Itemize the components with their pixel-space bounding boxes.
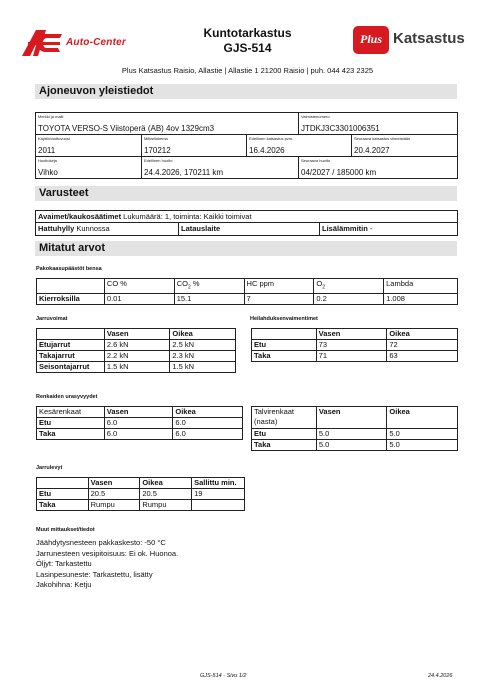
row-label: Taka: [252, 440, 317, 451]
table-row: [37, 351, 236, 362]
table-cell: 15.1: [174, 293, 244, 304]
table-cell: 5.0: [316, 440, 387, 451]
header-cell: Lambda: [384, 279, 458, 294]
keys-row: [36, 211, 457, 223]
station-address: Plus Katsastus Raisio, Allastie | Allastie 1 21200 Raisio | puh. 044 423 2325: [121, 66, 374, 75]
brakes-table: [36, 328, 236, 373]
field-value: Vihko: [38, 168, 58, 177]
field-label: Edellinen huolto: [144, 158, 173, 163]
auto-center-emblem-icon: [22, 28, 64, 56]
field-value: 04/2027 / 185000 km: [301, 168, 377, 177]
list-item: Lasinpesuneste: Tarkastettu, lisätty: [36, 569, 153, 579]
header-cell: Vasen: [104, 329, 170, 340]
header-cell: Vasen: [88, 478, 140, 489]
list-item: Öljyt: Tarkastettu: [36, 559, 92, 569]
field-label: Käyttöönottovuosi: [38, 136, 70, 141]
next-service-cell: [299, 157, 457, 178]
table-cell: 6.0: [173, 418, 243, 429]
section-measured-title: Mitatut arvot: [35, 241, 457, 256]
table-cell: 6.0: [104, 429, 173, 440]
odometer-cell: [142, 135, 247, 157]
table-cell: 2.3 kN: [170, 351, 236, 362]
section-general-title: Ajoneuvon yleistiedot: [35, 84, 457, 99]
table-cell: 63: [387, 351, 458, 362]
brakes-title: Jarruvoimat: [36, 316, 68, 322]
plus-katsastus-logo: [353, 26, 473, 54]
table-cell: 2.6 kN: [104, 340, 170, 351]
field-label: Edellinen katsastus pvm.: [249, 136, 294, 141]
header-cell: [37, 329, 105, 340]
vehicle-info-grid: [35, 112, 458, 179]
table-cell: 73: [316, 340, 387, 351]
vin-cell: [299, 113, 457, 135]
header-cell: Talvirenkaat (nasta): [252, 407, 317, 429]
heater-value: -: [367, 224, 373, 233]
other-measurements-list: [36, 538, 178, 591]
other-title: Muut mittaukset/tiedot: [36, 527, 95, 533]
table-row: [252, 340, 458, 351]
heater-label: Lisälämmitin: [322, 224, 368, 233]
field-label: Merkki ja malli: [38, 114, 64, 119]
page-indicator: GJS-514 · Sivu 1/2: [200, 673, 247, 679]
header-cell: Oikea: [170, 329, 236, 340]
field-value: 16.4.2026: [249, 146, 285, 155]
field-value: JTDKJ3C3301006351: [301, 124, 380, 133]
keys-label: Avaimet/kaukosäätimet: [38, 212, 122, 221]
field-value: 24.4.2026, 170211 km: [144, 168, 224, 177]
header-cell: [37, 478, 89, 489]
table-cell: [192, 500, 245, 511]
header-cell: Oikea: [173, 407, 243, 418]
table-cell: 71: [316, 351, 387, 362]
header-cell: HC ppm: [244, 279, 314, 294]
emissions-table: [36, 278, 458, 305]
table-cell: 20.5: [140, 489, 192, 500]
table-cell: 19: [192, 489, 245, 500]
discs-table: [36, 477, 245, 511]
header-cell: Vasen: [316, 407, 387, 429]
table-cell: 5.0: [387, 440, 458, 451]
table-row: [252, 351, 458, 362]
table-row: [37, 293, 458, 304]
header-cell: [252, 329, 317, 340]
equipment-grid: [35, 210, 458, 236]
table-cell: Rumpu: [88, 500, 140, 511]
row-label: Seisontajarrut: [37, 362, 105, 373]
field-value: 170212: [144, 146, 171, 155]
table-header-row: [252, 329, 458, 340]
service-book-cell: [36, 157, 142, 178]
table-row: [37, 418, 243, 429]
field-value: TOYOTA VERSO-S Viistoperä (AB) 4ov 1329cm3: [38, 124, 215, 133]
summer-tires-table: [36, 406, 243, 440]
last-inspection-cell: [247, 135, 352, 157]
heater-cell: [320, 223, 457, 235]
header-cell-co2: $CO_2$ %: [174, 279, 244, 294]
section-equipment-title: Varusteet: [35, 186, 457, 201]
table-cell: 1.5 kN: [170, 362, 236, 373]
row-label: Taka: [252, 351, 317, 362]
plus-katsastus-name: Katsastus: [393, 30, 465, 47]
row-label: Etu: [252, 340, 317, 351]
charger-cell: [179, 223, 320, 235]
table-cell: 72: [387, 340, 458, 351]
table-header-row: [37, 279, 458, 294]
report-header: [0, 0, 495, 80]
row-label: Etu: [252, 429, 317, 440]
table-cell: 1.5 kN: [104, 362, 170, 373]
row-label: Taka: [37, 500, 89, 511]
table-header-row: [37, 478, 245, 489]
table-row: [37, 340, 236, 351]
field-label: Seuraava katsastus viimeistään: [354, 136, 411, 141]
header-cell: [37, 279, 105, 294]
header-cell: Oikea: [387, 329, 458, 340]
document-title: [180, 26, 315, 56]
row-label: Etu: [37, 418, 105, 429]
table-cell: 20.5: [88, 489, 140, 500]
table-row: [252, 429, 458, 440]
table-header-row: [37, 407, 243, 418]
table-cell: 5.0: [316, 429, 387, 440]
table-header-row: [37, 329, 236, 340]
shocks-title: Heilahduksenvaimentimet: [250, 316, 318, 322]
registration-code: GJS-514: [223, 41, 272, 55]
table-cell: 1.008: [384, 293, 458, 304]
auto-center-logo-text: Auto-Center: [66, 37, 126, 48]
table-cell: 7: [244, 293, 314, 304]
header-cell: Oikea: [387, 407, 458, 429]
row-label: Taka: [37, 429, 105, 440]
keys-value: Lukumäärä: 1, toiminta: Kaikki toimivat: [121, 212, 252, 221]
emissions-title: Pakokaasupäästöt bensa: [36, 266, 102, 272]
table-cell: 0.2: [314, 293, 384, 304]
header-cell: Vasen: [104, 407, 173, 418]
row-label: Etu: [37, 489, 89, 500]
list-item: Jakohihna: Ketju: [36, 580, 92, 590]
header-cell: Oikea: [140, 478, 192, 489]
table-row: [37, 429, 243, 440]
table-cell: 2.2 kN: [104, 351, 170, 362]
table-cell: 6.0: [173, 429, 243, 440]
auto-center-logo: [22, 28, 147, 56]
row-label: Kierroksilla: [37, 293, 105, 304]
shelf-label: Hattuhylly: [38, 224, 75, 233]
header-cell: Kesärenkaat: [37, 407, 105, 418]
field-value: 20.4.2027: [354, 146, 390, 155]
row-label: Takajarrut: [37, 351, 105, 362]
field-label: Huoltokirja: [38, 158, 57, 163]
table-row: [37, 362, 236, 373]
row-label: Etujarrut: [37, 340, 105, 351]
table-row: [252, 440, 458, 451]
make-model-cell: [36, 113, 299, 135]
shelf-value: Kunnossa: [74, 224, 110, 233]
list-item: Jarrunesteen vesipitoisuus: Ei ok. Huonoa.: [36, 548, 179, 558]
table-cell: Rumpu: [140, 500, 192, 511]
charger-label: Latauslaite: [181, 224, 221, 233]
field-label: Mittarilukema: [144, 136, 168, 141]
document-title-text: Kuntotarkastus: [203, 26, 292, 40]
table-cell: 6.0: [104, 418, 173, 429]
field-label: Valmistenumero: [301, 114, 330, 119]
winter-tires-table: [251, 406, 458, 451]
header-cell: Vasen: [316, 329, 387, 340]
table-row: [37, 489, 245, 500]
table-cell: 0.01: [104, 293, 174, 304]
header-cell-o2: $O_2$: [314, 279, 384, 294]
tires-title: Renkaiden urasyvyydet: [36, 394, 98, 400]
list-item: Jäähdytysnesteen pakkaskesto: -50 °C: [36, 538, 166, 547]
table-cell: 5.0: [387, 429, 458, 440]
header-cell: Sallittu min.: [192, 478, 245, 489]
footer-date: 24.4.2026: [428, 673, 453, 679]
header-cell: CO %: [104, 279, 174, 294]
next-inspection-cell: [352, 135, 457, 157]
last-service-cell: [142, 157, 299, 178]
shocks-table: [251, 328, 458, 362]
discs-title: Jarrulevyt: [36, 465, 63, 471]
field-label: Seuraava huolto: [301, 158, 331, 163]
shelf-cell: [36, 223, 179, 235]
table-cell: 2.5 kN: [170, 340, 236, 351]
plus-badge: Plus: [353, 26, 389, 54]
field-value: 2011: [38, 146, 56, 155]
first-reg-cell: [36, 135, 142, 157]
table-row: [37, 500, 245, 511]
table-header-row: [252, 407, 458, 429]
